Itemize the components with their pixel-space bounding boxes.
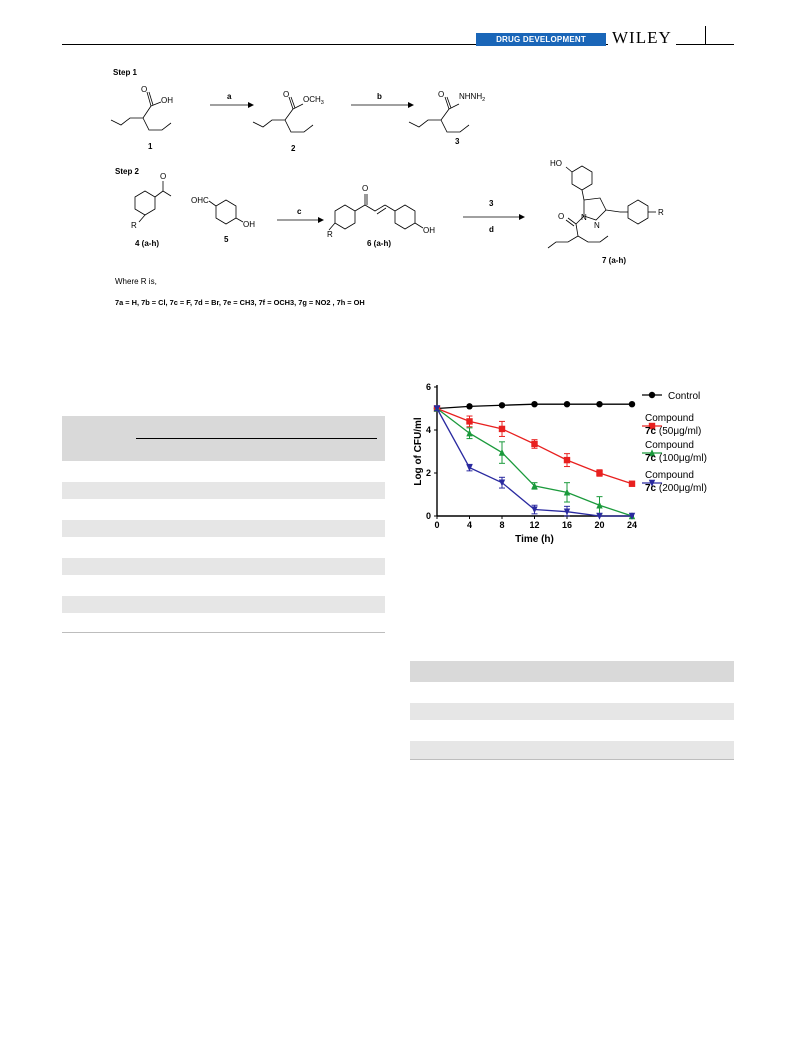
compound-4-label: 4 (a-h) (135, 239, 159, 248)
legend-entry-1 (642, 413, 701, 437)
compound-3-label: 3 (455, 137, 460, 146)
data-point (466, 418, 472, 424)
where-r-is: Where R is, (115, 277, 157, 286)
compound-5-structure (209, 200, 243, 224)
table-left-row (62, 499, 385, 520)
legend-entry-0 (642, 391, 700, 402)
chart-legend (642, 391, 707, 494)
compound-4-structure (135, 181, 171, 222)
compound-6-structure (329, 194, 423, 230)
ester-o: O (283, 90, 290, 99)
hydrazide-nhnh2 (459, 92, 485, 103)
series-0 (434, 401, 635, 412)
legend-label-line2 (645, 426, 701, 437)
table-left-row (62, 575, 385, 596)
table-left (62, 416, 385, 633)
ketone-o: O (160, 172, 167, 181)
table-left-row (62, 613, 385, 632)
legend-concentration: (100μg/ml) (656, 453, 707, 464)
legend-label-line2 (645, 453, 707, 464)
data-point (564, 457, 570, 463)
substituent-list: 7a = H, 7b = Cl, 7c = F, 7d = Br, 7e = CH3, 7f = OCH3, 7g = NO2 , 7h = OH (115, 298, 365, 307)
chart-axes (413, 382, 637, 545)
table-left-row (62, 596, 385, 613)
legend-label-line1: Compound (645, 470, 694, 481)
hydrazide-nhnh2-sub: 2 (482, 97, 486, 103)
compound-5-oh: OH (243, 220, 255, 229)
hydrazide-nhnh2-text: NHNH (459, 92, 483, 101)
series-3 (434, 405, 635, 519)
legend-label-line2 (645, 483, 707, 494)
reagent-3: 3 (489, 199, 494, 208)
compound-5-ohc: OHC (191, 196, 209, 205)
x-tick-label: 24 (626, 520, 638, 530)
reagent-a: a (227, 92, 232, 101)
data-point (531, 441, 537, 447)
chart-plot-area (434, 401, 635, 520)
legend-label-line1: Compound (645, 440, 694, 451)
compound-3-structure (409, 97, 469, 132)
legend-compound-id: 7c (645, 426, 657, 437)
table-right-row (410, 703, 734, 720)
legend-concentration: (200μg/ml) (656, 483, 707, 494)
step1-label: Step 1 (113, 68, 138, 77)
compound-7-structure (540, 150, 700, 270)
data-point (596, 470, 602, 476)
data-point (499, 402, 505, 408)
data-point (499, 449, 505, 456)
table-left-row (62, 537, 385, 558)
data-point (499, 426, 505, 432)
publisher-logo: WILEY (608, 28, 676, 48)
compound-6-label: 6 (a-h) (367, 239, 391, 248)
legend-entry-2 (642, 440, 707, 464)
compound-4-r: R (131, 221, 137, 230)
y-tick-label: 0 (425, 511, 431, 521)
compound-6-r: R (327, 230, 333, 239)
compound-7-label: 7 (a-h) (602, 256, 626, 265)
legend-entry-3 (642, 470, 707, 494)
table-left-row (62, 461, 385, 482)
data-point (629, 481, 635, 487)
data-point (466, 403, 472, 409)
reagent-d: d (489, 225, 494, 234)
table-right (410, 661, 734, 760)
compound-2-label: 2 (291, 144, 296, 153)
legend-label-line1: Compound (645, 413, 694, 424)
compound-7-n1: N (581, 213, 587, 222)
data-point (596, 401, 602, 407)
synthesis-scheme (105, 60, 535, 322)
data-point (564, 401, 570, 407)
compound-7-o: O (558, 212, 565, 221)
table-right-row (410, 682, 734, 703)
table-right-row (410, 741, 734, 759)
x-tick-label: 16 (561, 520, 573, 530)
x-tick-label: 0 (434, 520, 440, 530)
table-right-row (410, 720, 734, 741)
data-point (466, 430, 472, 437)
compound-7-r: R (658, 208, 664, 217)
x-tick-label: 20 (594, 520, 605, 530)
table-left-header-rule (136, 438, 377, 439)
compound-7-ho: HO (550, 159, 562, 168)
x-tick-label: 12 (529, 520, 540, 530)
y-axis-label: Log of CFU/ml (413, 417, 424, 486)
table-right-header (410, 661, 734, 682)
legend-label: Control (668, 391, 701, 402)
data-point (629, 401, 635, 407)
y-tick-label: 6 (425, 382, 431, 392)
series-1 (434, 405, 635, 487)
series-line (437, 409, 632, 517)
series-2 (434, 405, 635, 519)
table-left-header (62, 416, 385, 461)
legend-compound-id: 7c (645, 483, 657, 494)
compound-1-label: 1 (148, 142, 153, 151)
legend-concentration: (50μg/ml) (656, 426, 702, 437)
x-tick-label: 4 (466, 520, 473, 530)
hydrazide-o: O (438, 90, 445, 99)
table-left-row (62, 520, 385, 537)
table-left-bottom-rule (62, 632, 385, 633)
data-point (531, 401, 537, 407)
legend-marker (649, 392, 655, 398)
reagent-b: b (377, 92, 382, 101)
header-tick (705, 26, 706, 44)
x-axis-label: Time (h) (515, 534, 554, 545)
legend-compound-id: 7c (645, 453, 657, 464)
journal-badge: DRUG DEVELOPMENT RESEARCH (476, 33, 606, 46)
acid-oh: OH (161, 96, 173, 105)
y-tick-label: 2 (425, 468, 431, 478)
compound-5-label: 5 (224, 235, 229, 244)
reagent-c: c (297, 207, 302, 216)
ester-och3-text: OCH (303, 95, 321, 104)
table-left-row (62, 482, 385, 499)
y-tick-label: 4 (425, 425, 431, 435)
table-left-row (62, 558, 385, 575)
ester-och3-sub: 3 (320, 100, 324, 106)
ester-och3 (303, 95, 324, 106)
compound-7-n2: N (594, 221, 600, 230)
compound-6-oh: OH (423, 226, 435, 235)
table-right-bottom-rule (410, 759, 734, 760)
acid-o: O (141, 85, 148, 94)
x-tick-label: 8 (499, 520, 505, 530)
enone-o: O (362, 184, 369, 193)
data-point (466, 464, 472, 471)
time-kill-chart (406, 378, 736, 550)
step2-label: Step 2 (115, 167, 140, 176)
